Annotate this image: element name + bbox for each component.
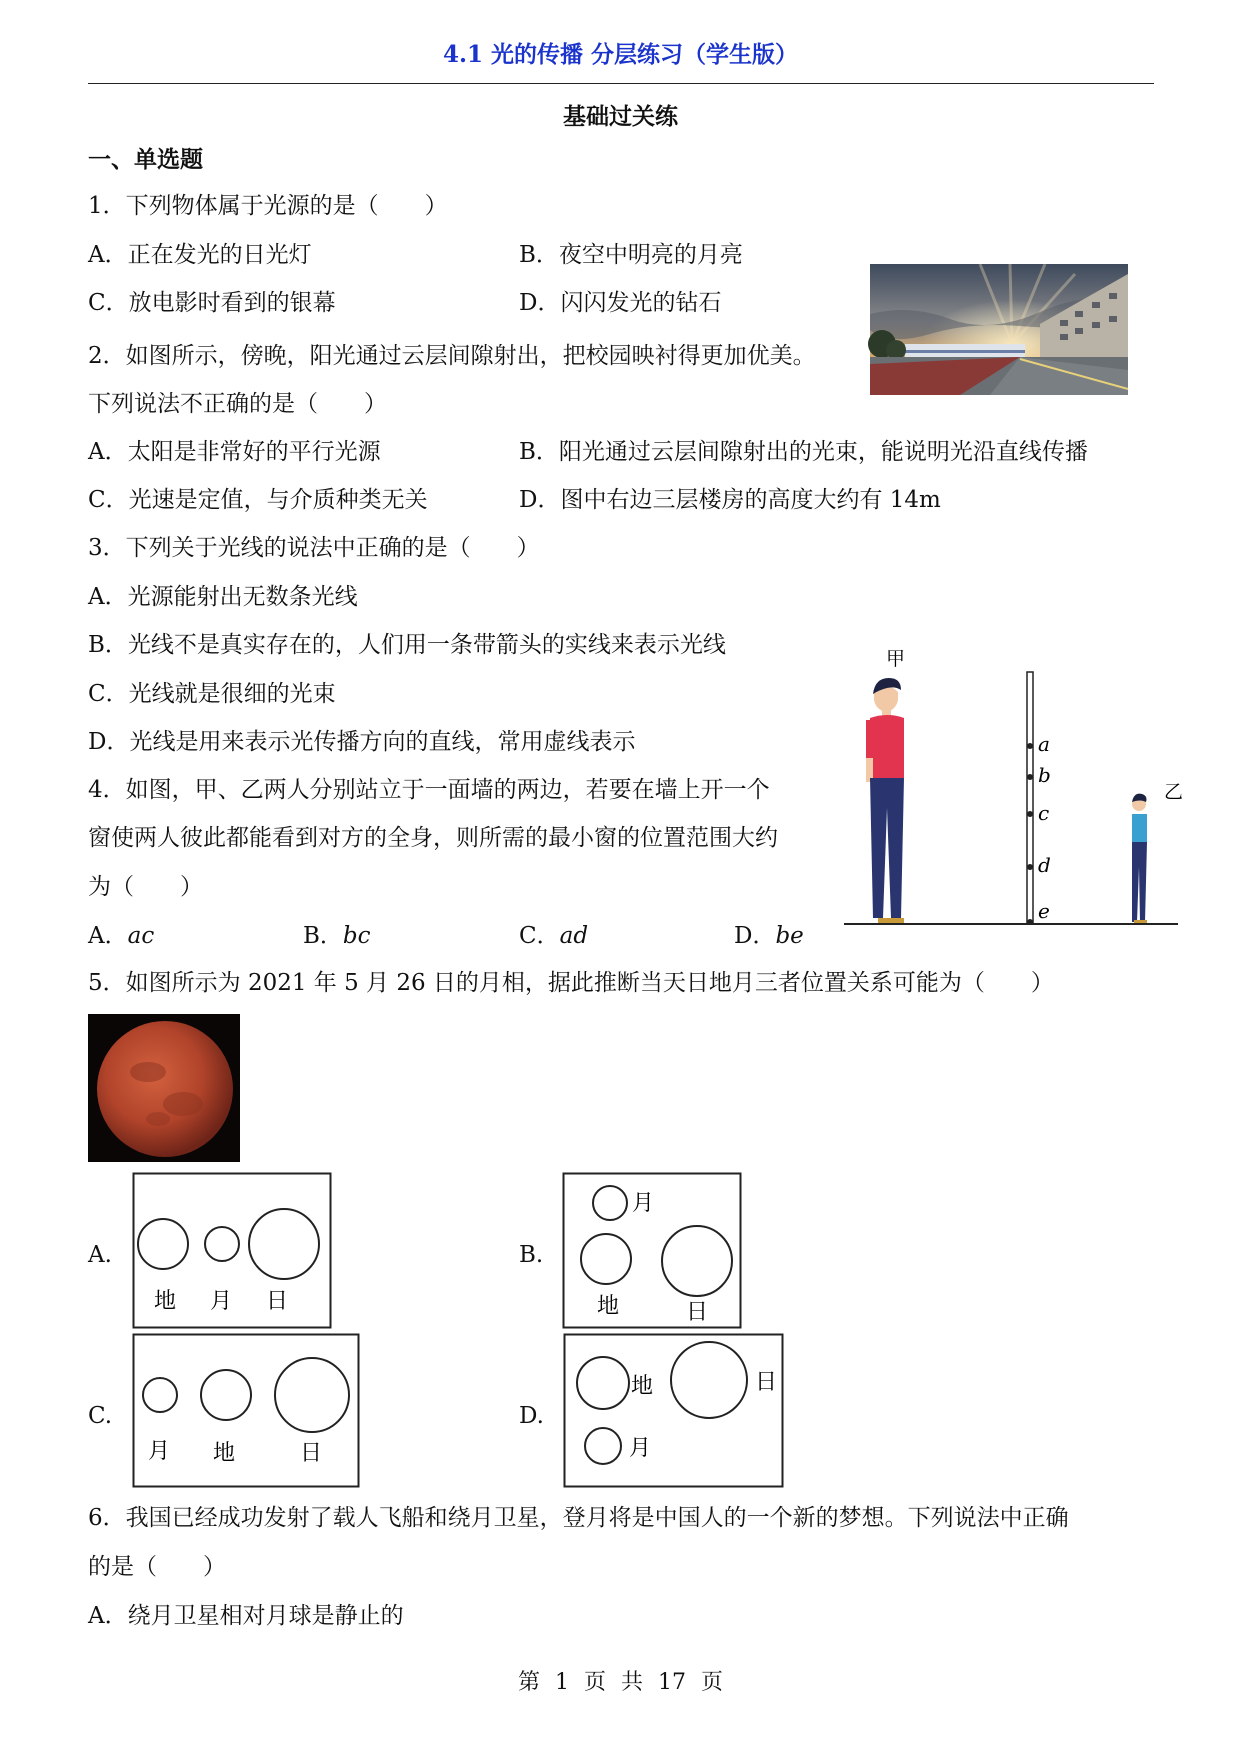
sun-circle bbox=[662, 1226, 732, 1296]
q4-option-b-label: B． bbox=[303, 923, 343, 949]
earth-label: 地 bbox=[597, 1294, 620, 1319]
footer-word-di: 第 bbox=[517, 1670, 540, 1695]
q5-option-a-diagram[interactable] bbox=[132, 1172, 332, 1329]
moon-circle bbox=[205, 1227, 239, 1261]
q2-option-d[interactable]: D．图中右边三层楼房的高度大约有 14m bbox=[519, 487, 941, 513]
q3-option-a[interactable]: A．光源能射出无数条光线 bbox=[88, 584, 358, 610]
header-divider bbox=[88, 83, 1154, 84]
q1-option-c[interactable]: C．放电影时看到的银幕 bbox=[88, 290, 336, 316]
moon-circle bbox=[585, 1428, 621, 1464]
part-title: 一、单选题 bbox=[88, 146, 203, 173]
q5-option-c-label[interactable]: C. bbox=[88, 1403, 113, 1429]
footer-word-gong: 共 bbox=[621, 1670, 644, 1695]
q5-option-b-diagram[interactable] bbox=[562, 1172, 742, 1329]
q3-option-d[interactable]: D．光线是用来表示光传播方向的直线，常用虚线表示 bbox=[88, 729, 636, 755]
q4-option-c-value: ad bbox=[559, 923, 589, 949]
q1-option-a[interactable]: A．正在发光的日光灯 bbox=[88, 242, 312, 268]
point-b-dot bbox=[1027, 774, 1033, 780]
q4-option-a-label: A． bbox=[88, 923, 128, 949]
moon-label: 月 bbox=[148, 1439, 171, 1464]
moon-circle bbox=[593, 1186, 627, 1220]
point-b-label: b bbox=[1038, 763, 1051, 787]
footer-word-ye: 页 bbox=[583, 1670, 606, 1695]
q1-option-b[interactable]: B．夜空中明亮的月亮 bbox=[519, 242, 743, 268]
footer-page-number: 1 bbox=[554, 1670, 569, 1695]
moon-label: 月 bbox=[210, 1289, 233, 1314]
footer-total-pages: 17 bbox=[658, 1670, 687, 1695]
earth-circle bbox=[581, 1234, 631, 1284]
sun-label: 日 bbox=[300, 1441, 323, 1466]
q4-option-c-label: C． bbox=[519, 923, 560, 949]
q5-stem: 5．如图所示为 2021 年 5 月 26 日的月相，据此推断当天日地月三者位置关系可能为（ ） bbox=[88, 970, 1054, 996]
q4-option-a-value: ac bbox=[127, 923, 155, 949]
wall bbox=[1027, 672, 1033, 924]
q1-stem: 1．下列物体属于光源的是（ ） bbox=[88, 193, 448, 219]
q4-stem-line2: 窗使两人彼此都能看到对方的全身，则所需的最小窗的位置范围大约 bbox=[88, 825, 778, 851]
earth-label: 地 bbox=[154, 1289, 177, 1314]
q2-stem-line1: 2．如图所示，傍晚，阳光通过云层间隙射出，把校园映衬得更加优美。 bbox=[88, 343, 816, 369]
footer-word-ye2: 页 bbox=[701, 1670, 724, 1695]
campus-sunset-photo bbox=[870, 264, 1128, 395]
point-d-dot bbox=[1027, 864, 1033, 870]
q5-option-d-diagram[interactable] bbox=[563, 1333, 784, 1488]
q4-option-b[interactable] bbox=[303, 921, 371, 951]
earth-label: 地 bbox=[213, 1441, 236, 1466]
person-jia-label: 甲 bbox=[886, 648, 906, 670]
q4-option-b-value: bc bbox=[342, 923, 371, 949]
point-e-dot bbox=[1027, 919, 1033, 925]
q4-stem-line3: 为（ ） bbox=[88, 874, 203, 900]
q2-option-a[interactable]: A．太阳是非常好的平行光源 bbox=[88, 439, 381, 465]
page-footer bbox=[0, 1665, 1241, 1696]
q1-option-d[interactable]: D．闪闪发光的钻石 bbox=[519, 290, 722, 316]
red-moon-photo bbox=[88, 1014, 240, 1162]
earth-label: 地 bbox=[631, 1374, 654, 1399]
point-e-label: e bbox=[1038, 899, 1050, 923]
person-yi-label: 乙 bbox=[1164, 781, 1184, 803]
person-jia bbox=[866, 678, 904, 923]
point-c-label: c bbox=[1038, 801, 1050, 825]
sun-label: 日 bbox=[755, 1370, 778, 1395]
q4-option-c[interactable] bbox=[519, 921, 588, 951]
point-a-dot bbox=[1027, 743, 1033, 749]
q5-option-d-label[interactable]: D. bbox=[519, 1403, 544, 1429]
document-title: 4.1 光的传播 分层练习（学生版） bbox=[442, 41, 799, 68]
q4-stem-line1: 4．如图，甲、乙两人分别站立于一面墙的两边，若要在墙上开一个 bbox=[88, 777, 770, 803]
point-c-dot bbox=[1027, 811, 1033, 817]
q5-option-c-diagram[interactable] bbox=[132, 1333, 360, 1488]
moon-label: 月 bbox=[629, 1436, 652, 1461]
q5-option-a-label[interactable]: A. bbox=[88, 1242, 112, 1268]
q4-option-d-value: be bbox=[775, 923, 804, 949]
q3-option-b[interactable]: B．光线不是真实存在的，人们用一条带箭头的实线来表示光线 bbox=[88, 632, 726, 658]
earth-circle bbox=[201, 1370, 251, 1420]
point-d-label: d bbox=[1038, 853, 1051, 877]
moon-circle bbox=[143, 1378, 177, 1412]
wall-and-people-figure bbox=[840, 640, 1184, 940]
q6-option-a[interactable]: A．绕月卫星相对月球是静止的 bbox=[88, 1603, 404, 1629]
q2-option-c[interactable]: C．光速是定值，与介质种类无关 bbox=[88, 487, 428, 513]
sun-label: 日 bbox=[686, 1300, 709, 1325]
q4-option-d[interactable] bbox=[734, 921, 804, 951]
sun-label: 日 bbox=[266, 1289, 289, 1314]
q2-option-b[interactable]: B．阳光通过云层间隙射出的光束，能说明光沿直线传播 bbox=[519, 439, 1088, 465]
point-a-label: a bbox=[1038, 732, 1050, 756]
earth-circle bbox=[577, 1357, 629, 1409]
sun-circle bbox=[249, 1209, 319, 1279]
q3-option-c[interactable]: C．光线就是很细的光束 bbox=[88, 681, 336, 707]
q6-stem-line2: 的是（ ） bbox=[88, 1554, 226, 1580]
q6-stem-line1: 6．我国已经成功发射了载人飞船和绕月卫星，登月将是中国人的一个新的梦想。下列说法中正确 bbox=[88, 1505, 1069, 1531]
sun-circle bbox=[671, 1342, 747, 1418]
q2-stem-line2: 下列说法不正确的是（ ） bbox=[88, 391, 387, 417]
q3-stem: 3．下列关于光线的说法中正确的是（ ） bbox=[88, 535, 540, 561]
sun-circle bbox=[275, 1358, 349, 1432]
q4-option-d-label: D． bbox=[734, 923, 776, 949]
section-title: 基础过关练 bbox=[563, 103, 678, 130]
q5-option-b-label[interactable]: B. bbox=[519, 1242, 544, 1268]
moon-label: 月 bbox=[632, 1191, 655, 1216]
q4-option-a[interactable] bbox=[88, 921, 154, 951]
person-yi bbox=[1132, 794, 1147, 923]
earth-circle bbox=[138, 1219, 188, 1269]
